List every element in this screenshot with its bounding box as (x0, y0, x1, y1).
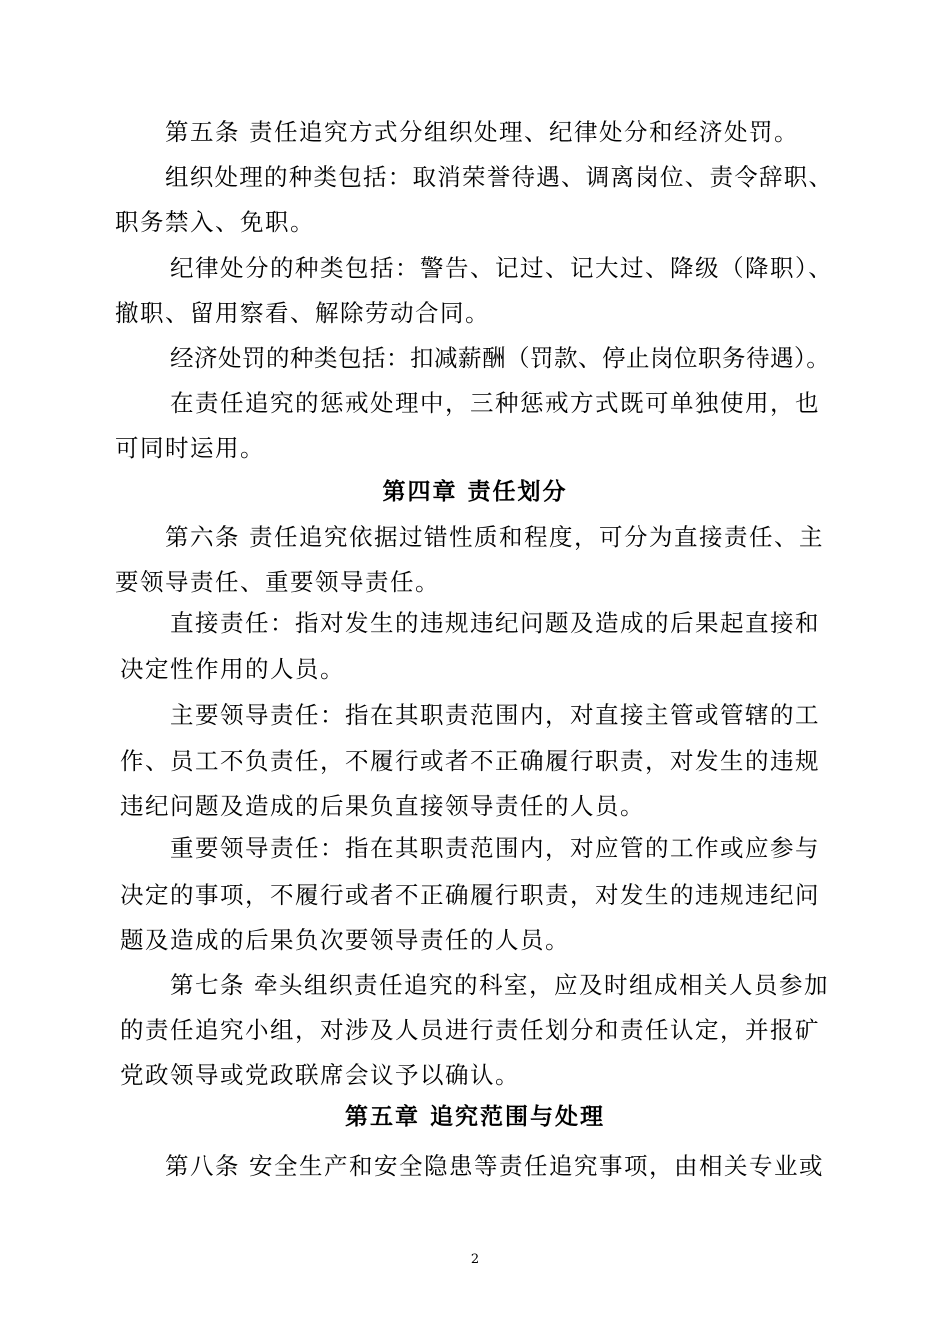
article-5-line-2: 组织处理的种类包括：取消荣誉待遇、调离岗位、责令辞职、 (165, 163, 834, 191)
article-6-line-8: 重要领导责任：指在其职责范围内，对应管的工作或应参与 (170, 834, 820, 862)
article-6-line-6: 作、员工不负责任，不履行或者不正确履行职责，对发生的违规 (120, 747, 820, 775)
article-8-line-1: 第八条 安全生产和安全隐患等责任追究事项，由相关专业或 (165, 1152, 824, 1180)
article-5-line-5: 撤职、留用察看、解除劳动合同。 (115, 299, 490, 327)
article-5-line-4: 纪律处分的种类包括：警告、记过、记大过、降级（降职）、 (170, 254, 834, 282)
article-5-line-1: 第五条 责任追究方式分组织处理、纪律处分和经济处罚。 (165, 118, 799, 146)
article-5-line-7: 在责任追究的惩戒处理中，三种惩戒方式既可单独使用，也 (170, 389, 820, 417)
chapter-4-heading: 第四章 责任划分 (382, 479, 568, 505)
article-6-line-1: 第六条 责任追究依据过错性质和程度，可分为直接责任、主 (165, 523, 824, 551)
article-6-line-7: 违纪问题及造成的后果负直接领导责任的人员。 (120, 792, 645, 820)
article-7-line-3: 党政领导或党政联席会议予以确认。 (120, 1061, 520, 1089)
article-6-line-9: 决定的事项，不履行或者不正确履行职责，对发生的违规违纪问 (120, 881, 820, 909)
article-5-line-6: 经济处罚的种类包括：扣减薪酬（罚款、停止岗位职务待遇）。 (170, 344, 831, 372)
article-5-line-3: 职务禁入、免职。 (115, 208, 315, 236)
article-6-line-2: 要领导责任、重要领导责任。 (115, 568, 440, 596)
article-6-line-10: 题及造成的后果负次要领导责任的人员。 (120, 926, 570, 954)
article-6-line-4: 决定性作用的人员。 (120, 655, 345, 683)
article-6-line-3: 直接责任：指对发生的违规违纪问题及造成的后果起直接和 (170, 609, 820, 637)
page-number: 2 (470, 1252, 480, 1267)
article-6-line-5: 主要领导责任：指在其职责范围内，对直接主管或管辖的工 (170, 701, 820, 729)
article-7-line-2: 的责任追究小组，对涉及人员进行责任划分和责任认定，并报矿 (120, 1016, 820, 1044)
article-7-line-1: 第七条 牵头组织责任追究的科室，应及时组成相关人员参加 (170, 971, 829, 999)
article-5-line-8: 可同时运用。 (115, 434, 265, 462)
chapter-5-heading: 第五章 追究范围与处理 (344, 1104, 605, 1130)
